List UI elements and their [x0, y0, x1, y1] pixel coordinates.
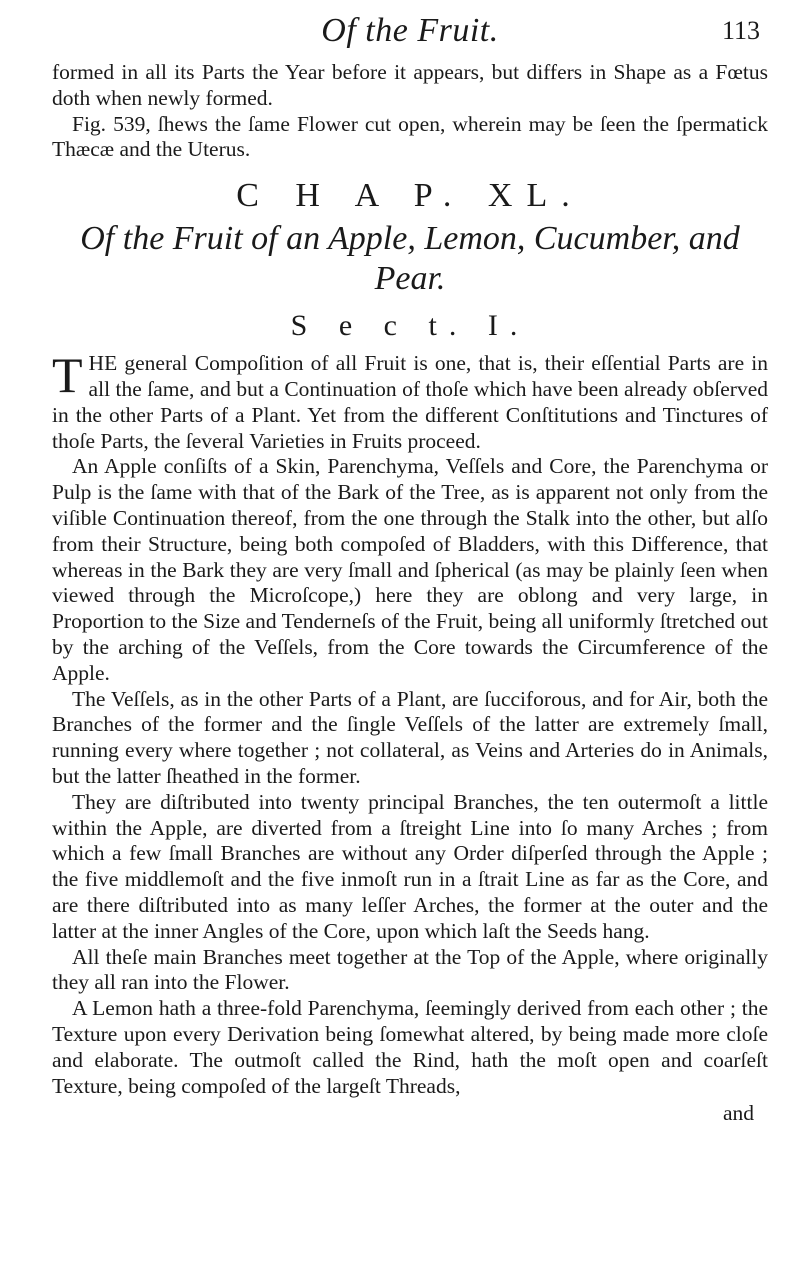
paragraph-apple: An Apple conſiſts of a Skin, Parenchyma, Veſſels and Core, the Parenchyma or Pulp is the ſame with that of the Bark of the Tree, as is apparent not only from the viſible Continuation thereof, from the one through the Stalk into the other, but alſo from their Structure, being both compoſed of Bladders, with this Difference, that whereas in the Bark they are very ſmall and ſpherical (as may be plainly ſeen when viewed through the Microſcope,) here they are oblong and very large, in Proportion to the Size and Tenderneſs of the Fruit, being all uniformly ſtretched out by the arching of the Veſſels, from the Core towards the Circumference of the Apple. [52, 454, 768, 685]
running-title: Of the Fruit. [321, 12, 499, 49]
paragraph-branches: They are diſtributed into twenty principal Branches, the ten outermoſt a little within the Apple, are diverted from a ſtreight Line into ſo many Arches ; from which a few ſmall Branches are without any Order diſperſed through the Apple ; the five middlemoſt and the five inmoſt run in a ſtrait Line as far as the Core, and are there diſtributed into as many leſſer Arches, the former at the outer and the latter at the inner Angles of the Core, upon which laſt the Seeds hang. [52, 789, 768, 943]
chapter-heading: C H A P. XL. [236, 177, 584, 215]
running-head [52, 0, 768, 60]
opening-paragraph [52, 347, 768, 454]
paragraph-general-composition: HE general Compoſition of all Fruit is one, that is, their eſſential Parts are in all the ſame, and but a Continuation of thoſe which have been already obſerved in the other Parts of a Plant. Yet from the different Conſtitutions and Tinctures of thoſe Parts, the ſeveral Varieties in Fruits proceed. [52, 351, 768, 453]
drop-cap: T [52, 347, 83, 404]
catchword: and [722, 1101, 754, 1126]
paragraph-vessels: The Veſſels, as in the other Parts of a Plant, are ſucciforous, and for Air, both the Branches of the former and the ſingle Veſſels of the latter are extremely ſmall, running every where together ; not collateral, as Veins and Arteries do in Animals, but the latter ſheathed in the former. [52, 686, 768, 788]
chapter-title: Of the Fruit of an Apple, Lemon, Cucumber, and Pear. [80, 220, 740, 298]
figure-note-paragraph: Fig. 539, ſhews the ſame Flower cut open, wherein may be ſeen the ſpermatick Thæcæ and the Uterus. [52, 111, 768, 162]
paragraph-lemon: A Lemon hath a three-fold Parenchyma, ſeemingly derived from each other ; the Texture upon every Derivation being ſomewhat altered, by being made more cloſe and elaborate. The outmoſt called the Rind, hath the moſt open and coarſeſt Texture, being compoſed of the largeſt Threads, [52, 996, 768, 1098]
section-heading: S e c t. I. [290, 309, 530, 343]
page-number: 113 [721, 16, 760, 45]
intro-paragraph: formed in all its Parts the Year before it appears, but differs in Shape as a Fœtus doth when newly formed. [52, 60, 768, 110]
paragraph-main-branches: All theſe main Branches meet together at the Top of the Apple, where originally they all ran into the Flower. [52, 944, 768, 995]
book-page [52, 0, 768, 1126]
